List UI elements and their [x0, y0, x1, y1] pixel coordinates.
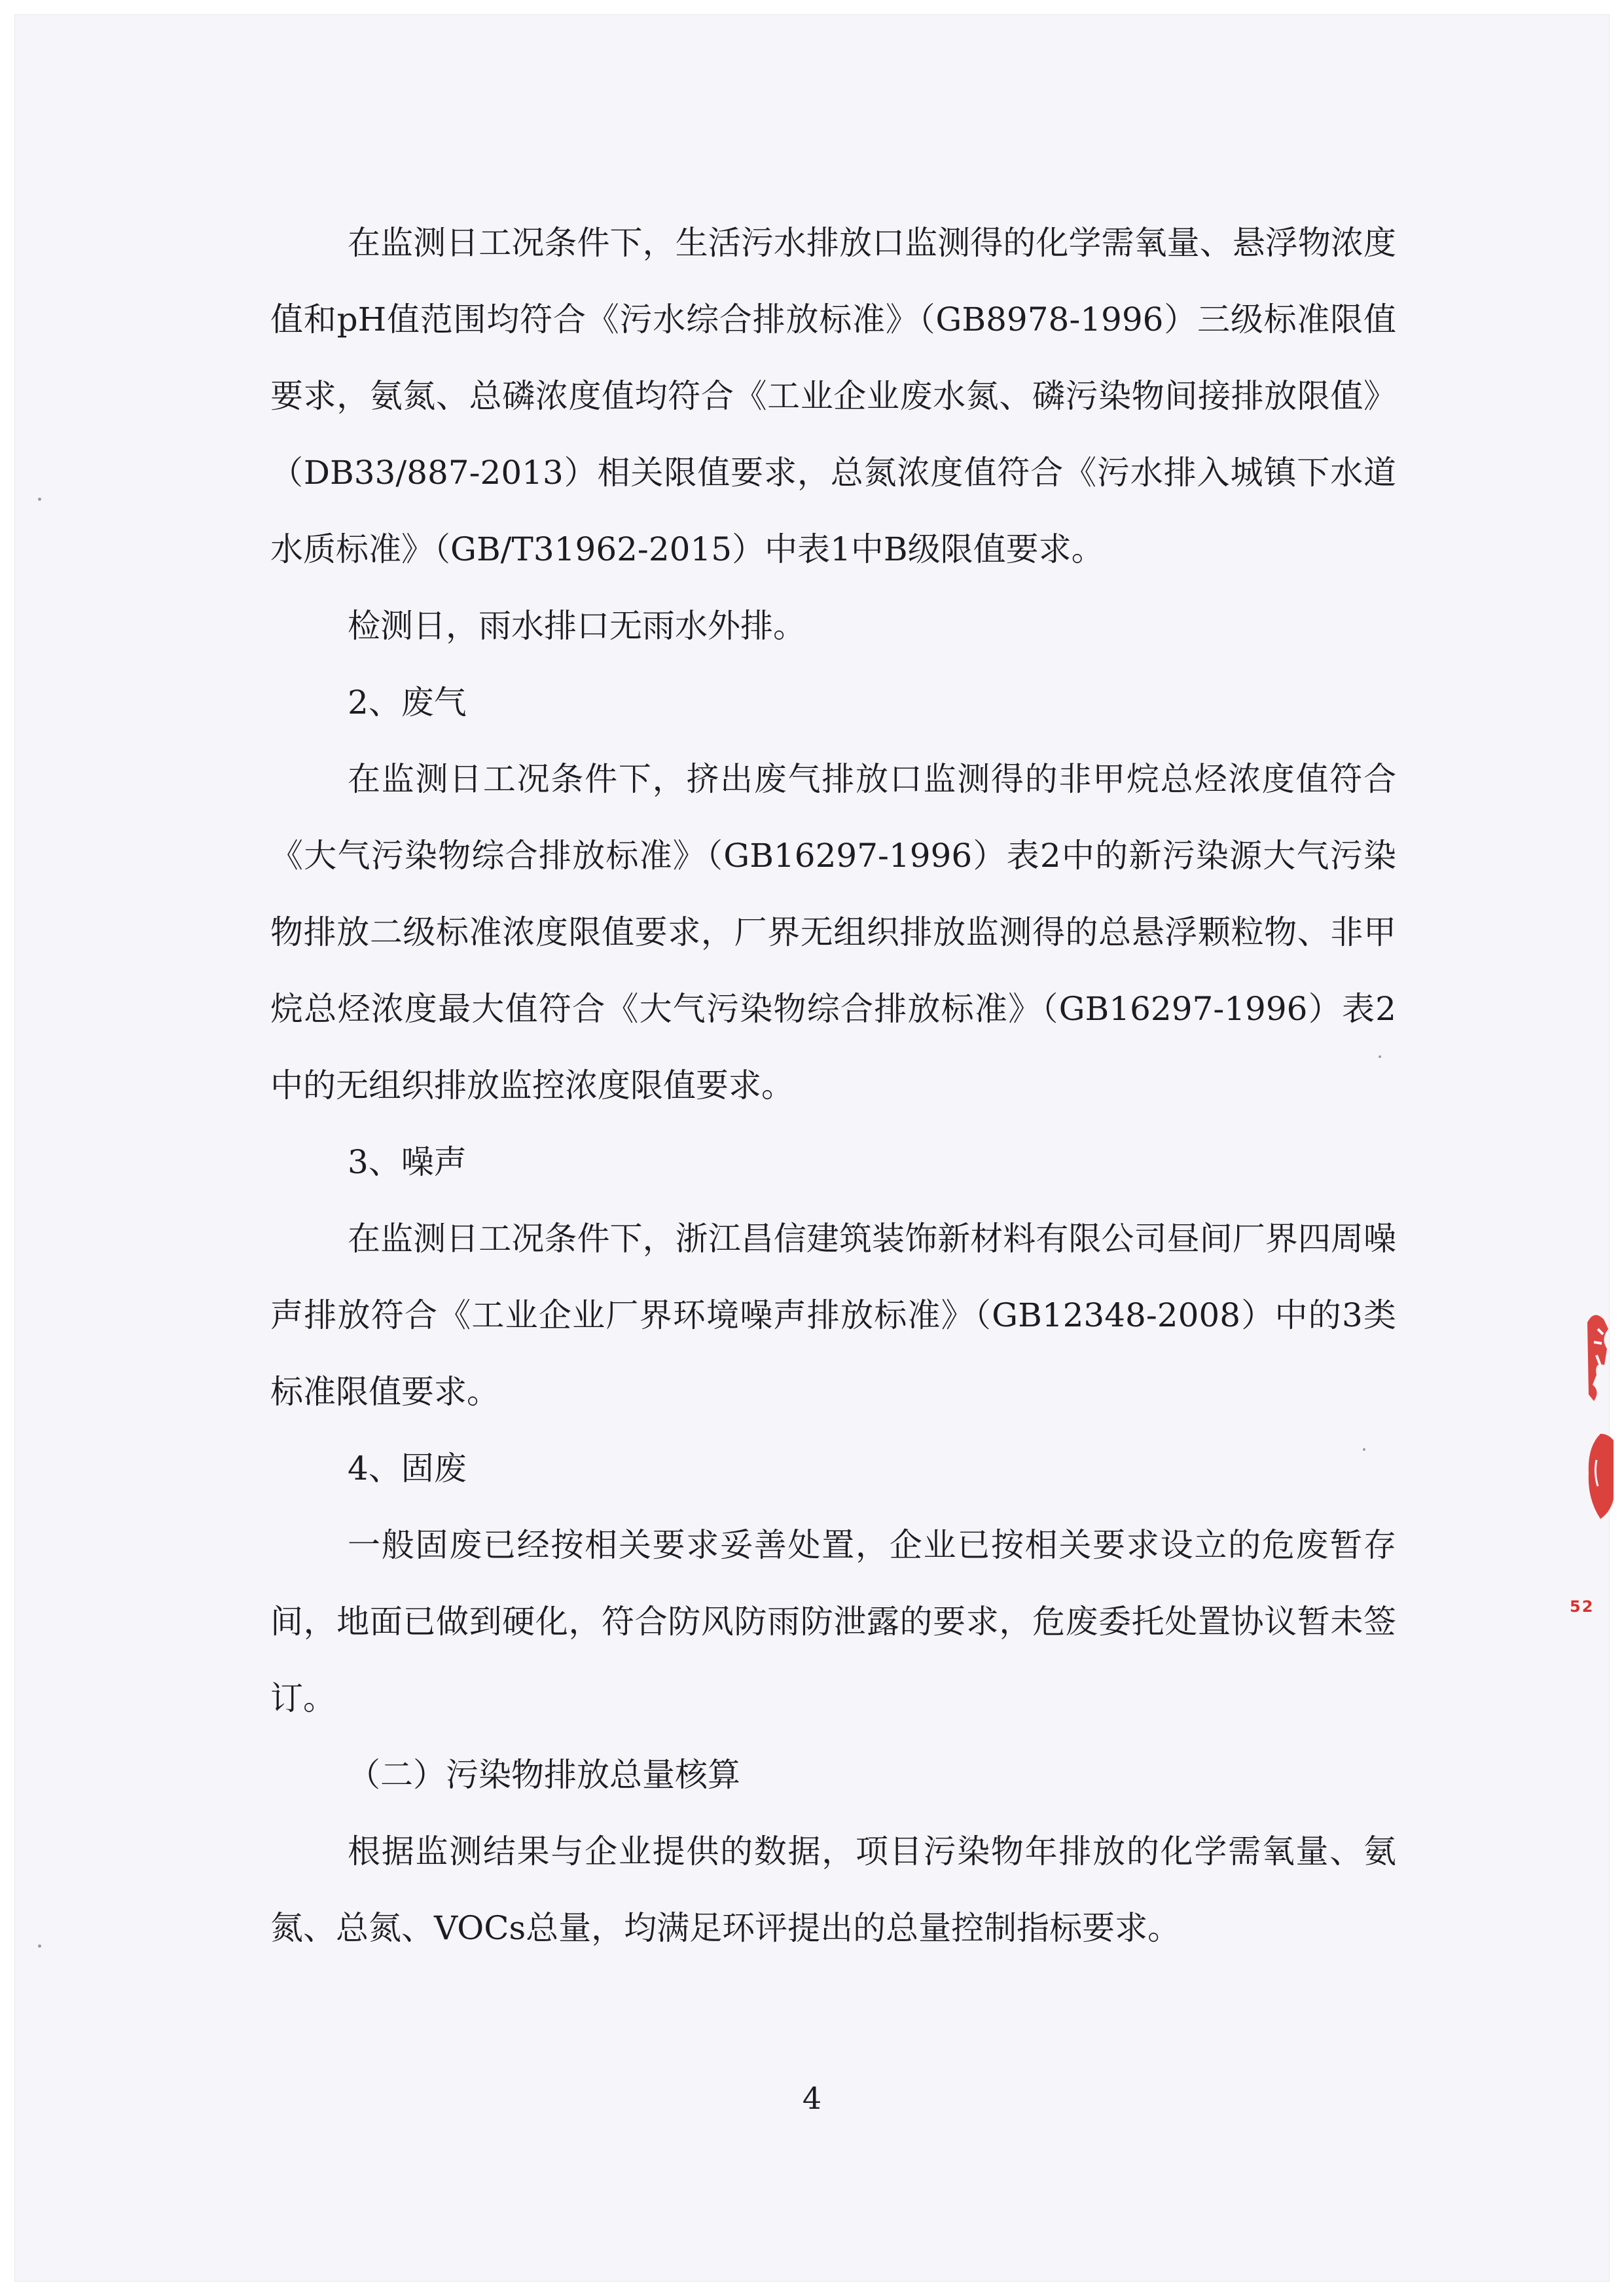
- scan-speck: [38, 498, 41, 501]
- scan-speck: [38, 1944, 41, 1948]
- paragraph-total-emission-result: 根据监测结果与企业提供的数据，项目污染物年排放的化学需氧量、氨氮、总氮、VOCs总量，均满足环评提出的总量控制指标要求。: [270, 1832, 1396, 1947]
- paragraph-solid-waste-result: 一般固废已经按相关要求妥善处置，企业已按相关要求设立的危废暂存间，地面已做到硬化，符合防风防雨防泄露的要求，危废委托处置协议暂未签订。: [270, 1526, 1396, 1717]
- heading-solid-waste: 4、固废: [348, 1449, 467, 1487]
- seal-digits: 52: [1570, 1597, 1595, 1616]
- page-number: 4: [802, 2081, 822, 2116]
- seal-stamp-edge: [1574, 1303, 1614, 1617]
- heading-exhaust-gas: 2、废气: [348, 683, 467, 721]
- seal-icon: [1574, 1303, 1614, 1617]
- document-body: [270, 205, 1396, 1967]
- scan-speck: [1379, 1055, 1381, 1058]
- document-page: [14, 14, 1610, 2282]
- heading-total-emission-accounting: （二）污染物排放总量核算: [348, 1756, 740, 1794]
- paragraph-wastewater-result: 在监测日工况条件下，生活污水排放口监测得的化学需氧量、悬浮物浓度值和pH值范围均符合《污水综合排放标准》（GB8978-1996）三级标准限值要求，氨氮、总磷浓度值均符合《工业企业废水氮、磷污染物间接排放限值》（DB33/887-2013）相关限值要求，总氮浓度值符合《污水排入城镇下水道水质标准》（GB/T31962-2015）中表1中B级限值要求。: [270, 224, 1396, 568]
- paragraph-exhaust-gas-result: 在监测日工况条件下，挤出废气排放口监测得的非甲烷总烃浓度值符合《大气污染物综合排放标准》（GB16297-1996）表2中的新污染源大气污染物排放二级标准浓度限值要求，厂界无组织排放监测得的总悬浮颗粒物、非甲烷总烃浓度最大值符合《大气污染物综合排放标准》（GB16297-1996）表2中的无组织排放监控浓度限值要求。: [270, 760, 1396, 1104]
- heading-noise: 3、噪声: [348, 1143, 467, 1181]
- paragraph-noise-result: 在监测日工况条件下，浙江昌信建筑装饰新材料有限公司昼间厂界四周噪声排放符合《工业企业厂界环境噪声排放标准》（GB12348-2008）中的3类标准限值要求。: [270, 1220, 1396, 1411]
- scan-speck: [1363, 1448, 1365, 1451]
- paragraph-rainwater: 检测日，雨水排口无雨水外排。: [348, 607, 806, 645]
